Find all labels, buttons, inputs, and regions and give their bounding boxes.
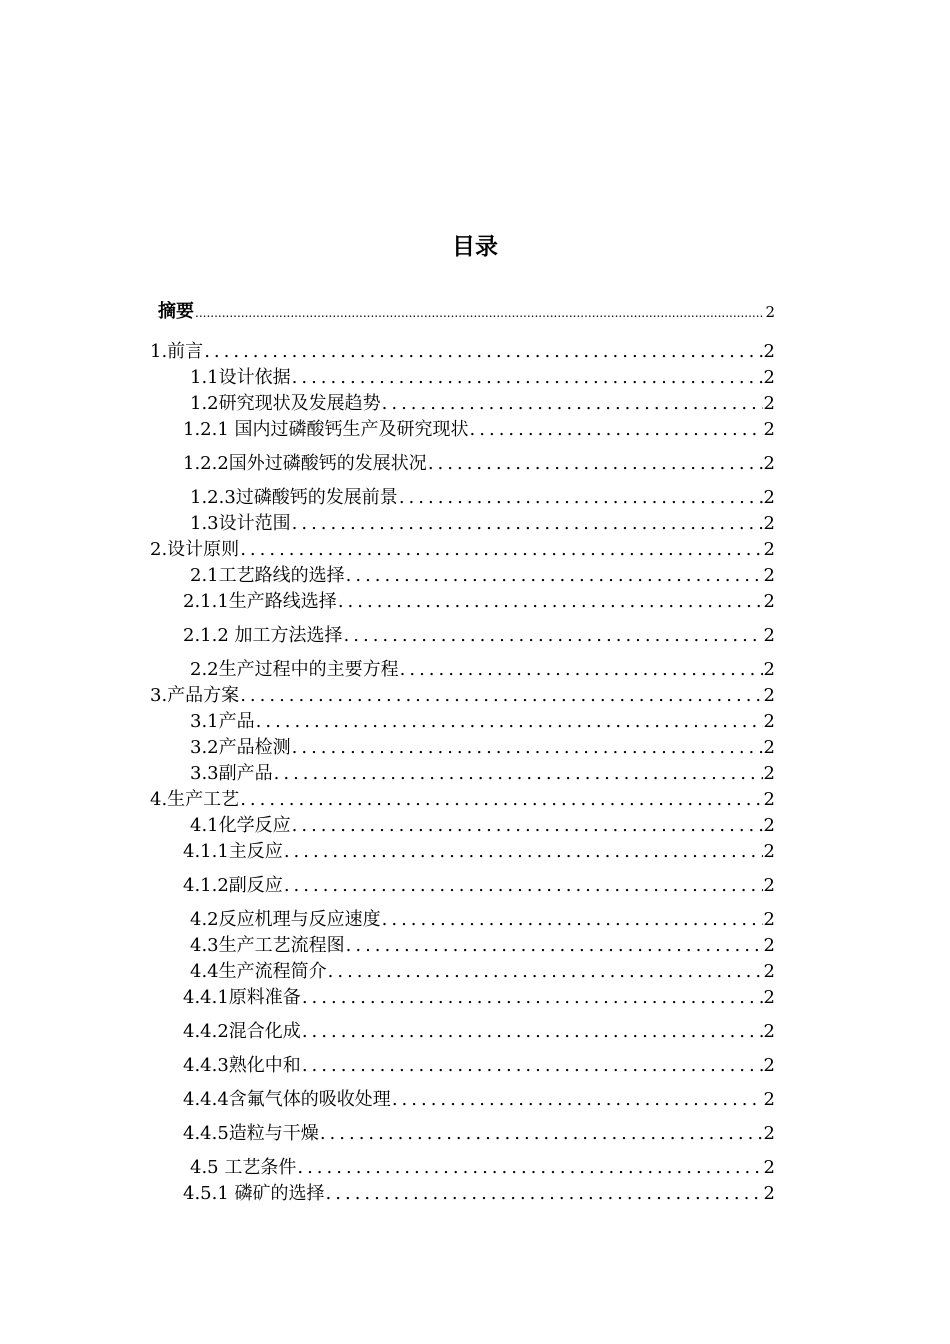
toc-entry-page-number: 2: [763, 539, 775, 560]
toc-dot-leader: [240, 684, 762, 708]
toc-entry-page-number: 2: [763, 625, 775, 646]
toc-entry[interactable]: [150, 538, 775, 562]
toc-entry-page-number: 2: [763, 1183, 775, 1204]
toc-entry[interactable]: [190, 762, 775, 786]
toc-dot-leader: [292, 736, 763, 760]
toc-entry[interactable]: [183, 1088, 775, 1112]
toc-entry-page-number: 2: [763, 841, 775, 862]
toc-entry-title: 1.1设计依据: [190, 367, 291, 388]
toc-entry-title: 2.2生产过程中的主要方程: [190, 659, 399, 680]
toc-entry-title: 3.1产品: [190, 711, 255, 732]
toc-entry-title: 4.1化学反应: [190, 815, 291, 836]
toc-entry[interactable]: [183, 1122, 775, 1146]
toc-dot-leader: [399, 486, 763, 510]
toc-entry-page-number: 2: [763, 453, 775, 474]
toc-entry-title: 1.3设计范围: [190, 513, 291, 534]
toc-dot-leader: [392, 1088, 763, 1112]
toc-dot-leader: [382, 392, 763, 416]
toc-entry-page-number: 2: [763, 711, 775, 732]
toc-entry[interactable]: [183, 624, 775, 648]
toc-entry-title: 4.1.2副反应: [183, 875, 283, 896]
toc-dot-leader: [400, 658, 763, 682]
toc-entry[interactable]: [190, 814, 775, 838]
toc-entry-page-number: 2: [763, 685, 775, 706]
toc-entry[interactable]: [190, 1156, 775, 1180]
toc-entry[interactable]: [183, 590, 775, 614]
toc-entry-title: 1.2.2国外过磷酸钙的发展状况: [183, 453, 427, 474]
toc-entry-title: 3.产品方案: [150, 685, 240, 706]
toc-entry-title: 4.4.3熟化中和: [183, 1055, 301, 1076]
toc-dot-leader: [240, 788, 762, 812]
toc-entry-page-number: 2: [763, 987, 775, 1008]
toc-entry[interactable]: [183, 840, 775, 864]
toc-entry[interactable]: [183, 874, 775, 898]
toc-entry-page-number: 2: [763, 737, 775, 758]
toc-entry[interactable]: [183, 1182, 775, 1206]
toc-dot-leader: [195, 301, 764, 325]
toc-entry[interactable]: [150, 684, 775, 708]
toc-entry-title: 3.2产品检测: [190, 737, 291, 758]
toc-entry-page-number: 2: [763, 1021, 775, 1042]
toc-entry[interactable]: [190, 512, 775, 536]
toc-entry-page-number: 2: [763, 659, 775, 680]
toc-dot-leader: [240, 538, 762, 562]
toc-entry[interactable]: [183, 452, 775, 476]
toc-dot-leader: [302, 1020, 763, 1044]
toc-dot-leader: [284, 874, 763, 898]
toc-dot-leader: [346, 564, 763, 588]
toc-entry-title: 4.4生产流程简介: [190, 961, 327, 982]
toc-entry[interactable]: [190, 908, 775, 932]
toc-entry[interactable]: [150, 340, 775, 364]
toc-entry-title: 2.1工艺路线的选择: [190, 565, 345, 586]
toc-entry[interactable]: [183, 418, 775, 442]
toc-dot-leader: [338, 590, 763, 614]
toc-entry-page-number: 2: [763, 591, 775, 612]
toc-entry-page-number: 2: [763, 367, 775, 388]
toc-entry[interactable]: [190, 366, 775, 390]
toc-entry-page-number: 2: [763, 961, 775, 982]
page-title: 目录: [452, 234, 498, 260]
toc-entry-page-number: 2: [763, 419, 775, 440]
toc-dot-leader: [292, 814, 763, 838]
toc-dot-leader: [204, 340, 762, 364]
toc-dot-leader: [320, 1122, 763, 1146]
toc-entry[interactable]: [190, 710, 775, 734]
toc-entry[interactable]: [183, 1020, 775, 1044]
toc-dot-leader: [428, 452, 763, 476]
toc-dot-leader: [284, 840, 763, 864]
toc-entry-title: 2.1.1生产路线选择: [183, 591, 337, 612]
toc-entry-page-number: 2: [763, 565, 775, 586]
toc-entry-page-number: 2: [763, 909, 775, 930]
toc-entry[interactable]: [190, 486, 775, 510]
toc-entry-title: 4.5.1 磷矿的选择: [183, 1183, 325, 1204]
toc-dot-leader: [470, 418, 763, 442]
toc-dot-leader: [302, 1054, 763, 1078]
toc-entry-title: 2.设计原则: [150, 539, 240, 560]
toc-entry-title: 4.生产工艺: [150, 789, 240, 810]
toc-dot-leader: [292, 366, 763, 390]
toc-entry-page-number: 2: [763, 935, 775, 956]
toc-entry[interactable]: [150, 788, 775, 812]
toc-entry-page-number: 2: [763, 789, 775, 810]
toc-entry-page-number: 2: [763, 1157, 775, 1178]
toc-entry[interactable]: [190, 934, 775, 958]
toc-entry-title: 4.3生产工艺流程图: [190, 935, 345, 956]
toc-entry-title: 4.4.5造粒与干燥: [183, 1123, 319, 1144]
toc-dot-leader: [256, 710, 763, 734]
toc-entry-page-number: 2: [763, 815, 775, 836]
toc-entry[interactable]: [183, 986, 775, 1010]
toc-entry-page-number: 2: [763, 1055, 775, 1076]
toc-entry[interactable]: [158, 300, 775, 325]
toc-dot-leader: [297, 1156, 762, 1180]
toc-entry-page-number: 2: [763, 341, 775, 362]
toc-entry-title: 1.2.1 国内过磷酸钙生产及研究现状: [183, 419, 469, 440]
toc-dot-leader: [344, 624, 763, 648]
toc-dot-leader: [346, 934, 763, 958]
toc-entry-title: 4.4.2混合化成: [183, 1021, 301, 1042]
toc-entry-page-number: 2: [763, 1089, 775, 1110]
toc-entry[interactable]: [190, 736, 775, 760]
toc-entry-page-number: 2: [763, 875, 775, 896]
toc-entry-page-number: 2: [765, 303, 775, 321]
toc-entry-title: 摘要: [158, 301, 194, 322]
toc-entry-title: 1.前言: [150, 341, 204, 362]
toc-entry-page-number: 2: [763, 1123, 775, 1144]
toc-entry-page-number: 2: [763, 487, 775, 508]
toc-dot-leader: [328, 960, 763, 984]
toc-entry[interactable]: [183, 1054, 775, 1078]
toc-entry-title: 2.1.2 加工方法选择: [183, 625, 343, 646]
toc-entry-title: 4.1.1主反应: [183, 841, 283, 862]
toc-entry-title: 4.4.4含氟气体的吸收处理: [183, 1089, 391, 1110]
toc-dot-leader: [302, 986, 763, 1010]
toc-entry-page-number: 2: [763, 763, 775, 784]
toc-entry[interactable]: [190, 960, 775, 984]
toc-entry-title: 4.4.1原料准备: [183, 987, 301, 1008]
toc-entry[interactable]: [190, 658, 775, 682]
toc-entry[interactable]: [190, 392, 775, 416]
toc-entry[interactable]: [190, 564, 775, 588]
toc-entry-page-number: 2: [763, 513, 775, 534]
toc-entry-title: 1.2研究现状及发展趋势: [190, 393, 381, 414]
toc-entry-title: 4.5 工艺条件: [190, 1157, 297, 1178]
toc-entry-title: 1.2.3过磷酸钙的发展前景: [190, 487, 398, 508]
toc-entry-title: 4.2反应机理与反应速度: [190, 909, 381, 930]
toc-entry-title: 3.3副产品: [190, 763, 273, 784]
toc-dot-leader: [326, 1182, 763, 1206]
toc-dot-leader: [382, 908, 763, 932]
toc-dot-leader: [292, 512, 763, 536]
toc-entry-page-number: 2: [763, 393, 775, 414]
toc-dot-leader: [274, 762, 763, 786]
